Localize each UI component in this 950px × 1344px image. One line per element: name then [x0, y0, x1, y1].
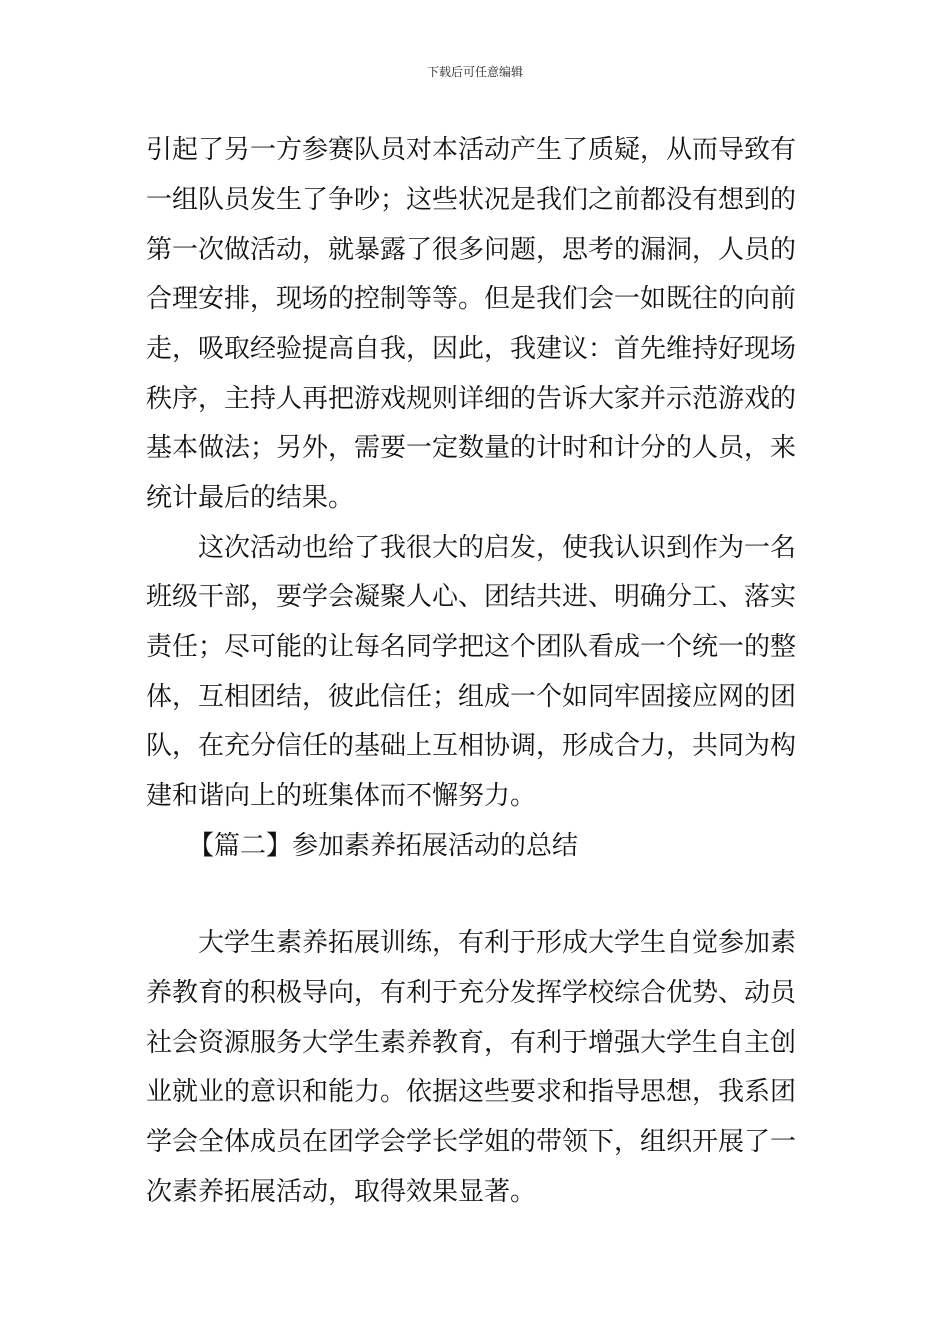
text-line: 养教育的积极导向，有利于充分发挥学校综合优势、动员 — [146, 978, 797, 1008]
section-heading: 【篇二】参加素养拓展活动的总结 — [188, 831, 579, 861]
text-line: 统计最后的结果。 — [146, 483, 355, 513]
text-line: 体，互相团结，彼此信任；组成一个如同牢固接应网的团 — [146, 682, 797, 712]
text-line: 学会全体成员在团学会学长学姐的带领下，组织开展了一 — [146, 1127, 797, 1157]
text-line: 一组队员发生了争吵；这些状况是我们之前都没有想到的 — [146, 185, 797, 215]
text-line: 走，吸取经验提高自我，因此，我建议：首先维持好现场 — [146, 334, 797, 364]
text-line: 大学生素养拓展训练，有利于形成大学生自觉参加素 — [198, 928, 797, 958]
page-header: 下载后可任意编辑 — [426, 65, 523, 79]
text-line: 责任；尽可能的让每名同学把这个团队看成一个统一的整 — [146, 632, 797, 662]
text-line: 合理安排，现场的控制等等。但是我们会一如既往的向前 — [146, 284, 797, 314]
text-line: 队，在充分信任的基础上互相协调，形成合力，共同为构 — [146, 731, 797, 761]
text-line: 这次活动也给了我很大的启发，使我认识到作为一名 — [198, 533, 797, 563]
text-line: 秩序，主持人再把游戏规则详细的告诉大家并示范游戏的 — [146, 384, 797, 414]
text-line: 次素养拓展活动，取得效果显著。 — [146, 1177, 537, 1207]
text-line: 引起了另一方参赛队员对本活动产生了质疑，从而导致有 — [146, 135, 797, 165]
text-line: 第一次做活动，就暴露了很多问题，思考的漏洞，人员的 — [146, 235, 797, 265]
text-line: 建和谐向上的班集体而不懈努力。 — [146, 781, 537, 811]
text-line: 社会资源服务大学生素养教育，有利于增强大学生自主创 — [146, 1028, 797, 1058]
text-line: 基本做法；另外，需要一定数量的计时和计分的人员，来 — [146, 433, 797, 463]
text-line: 业就业的意识和能力。依据这些要求和指导思想，我系团 — [146, 1077, 797, 1107]
text-line: 班级干部，要学会凝聚人心、团结共进、明确分工、落实 — [146, 582, 797, 612]
